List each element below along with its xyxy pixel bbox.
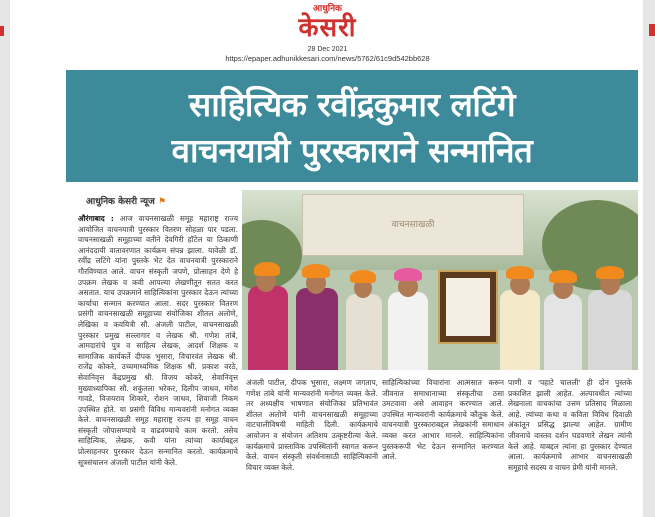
article-column-2: [246, 378, 378, 517]
turban-shape: [394, 268, 422, 281]
person-figure: [588, 290, 632, 370]
person-figure: [248, 286, 288, 370]
person-figure: [296, 288, 338, 370]
right-frame: [643, 0, 655, 517]
person-figure: [388, 292, 428, 370]
newspaper-logo[interactable]: केसरी: [298, 13, 357, 43]
byline-text: आधुनिक केसरी न्यूज: [86, 197, 155, 207]
article-column-1-text: आज वाचनसाखळी समूह महाराष्ट्र राज्य आयोजित वाचनयात्री पुरस्कार वितरण सोहळा पार पडला. वाचनसाखळी समूहाच्या वतीने देवगिरी हॉटेल या ठिकाणी आनंददायी वातावरणात कार्यक्रम संपन्न झाला. यावेळी डॉ. रवींद्र लटिंगे यांना पुस्तके भेट देत वाचनयात्री पुरस्काराने गौरविण्यात आले. वाचन संस्कृती जपणे, प्रोत्साहन देणे हे उपक्रम लेखक व कवी आपल्या लेखणीतून सतत करत असतात. याच उपक्रमाने साहित्यिकांना पुरस्कार देऊन त्यांच्या कार्याचा सन्मान करण्यात आला. सदर पुरस्कार वितरण प्रसंगी वाचनसाखळी समूहाच्या संयोजिका शीतल अलोणे, लेखिका व कवयित्री सौ. अंजली पाटील, वाचनसाखळी पुरस्कार प्रमुख सल्लागार व लेखक श्री. गणेश तांबे, आमदारांचे पुत्र व साहित्य लेखक, आदर्श शिक्षक व सामाजिक कार्यकर्ते दीपक भुसारा, विचारवंत लेखक श्री. राजेंद्र कोकरे, उच्चमाध्यमिक शिक्षक श्री. प्रकाश वरठे, सेवानिवृत्त केंद्रप्रमुख श्री. विजय कोकरे, सेवानिवृत्त मुख्याध्यापिका सौ. शकुंतला भरेकर, दिलीप जाधव, मंगेश गावडे, विजयराव शिकारे, रोशन जाधव, शिवाजी निकम उपस्थित होते. या प्रसंगी विविध मान्यवरांनी मनोगत व्यक्त केले. वाचनसाखळी समूह महाराष्ट्र राज्य हा समूह वाचन संस्कृती जोपासण्याचे व वाढवण्याचे काम करतो. तसेच साहित्यिक, लेखक, कवी यांना त्यांच्या कार्याबद्दल प्रोत्साहनपर पुरस्कार देऊन सन्मानित करतो. कार्यक्रमाचे सूत्रसंचालन अंजली पाटील यांनी केले.: [78, 214, 238, 467]
logo-subtitle: आधुनिक: [313, 4, 342, 14]
source-url[interactable]: https://epaper.adhunikkesari.com/news/5762/61c9d542bb628: [225, 54, 430, 63]
backdrop-banner-text: वाचनसाखळी: [391, 220, 435, 230]
award-certificate: [446, 278, 490, 336]
headline-line-1: साहित्यिक रवींद्रकुमार लटिंगे: [188, 85, 516, 124]
turban-shape: [302, 264, 330, 278]
turban-shape: [506, 266, 534, 279]
dateline: औरंगाबाद :: [78, 214, 114, 223]
article-column-3: [382, 378, 504, 517]
turban-shape: [549, 270, 577, 283]
backdrop-banner: [302, 194, 524, 256]
byline: [86, 194, 166, 207]
masthead: [0, 4, 655, 64]
turban-shape: [596, 266, 624, 279]
left-frame: [0, 0, 10, 517]
article-column-4: [508, 378, 632, 517]
article-column-1: [78, 214, 238, 517]
flag-icon: ⚑: [157, 197, 167, 207]
event-photo: [242, 190, 638, 370]
article-column-3-text: साहित्यिकांच्या विचारांना आत्मसात करून जीवनात समाधानाच्या संस्कृतीचा ठसा उमटवावा असे आवाहन करण्यात आले. उपस्थित मान्यवरांनी कार्यक्रमाचे कौतुक केले. वाचनयात्री पुरस्काराबद्दल लेखकांनी समाधान व्यक्त करत आभार मानले. साहित्यिकांना पुस्तकरूपी भेट देऊन सन्मानित करण्यात आले.: [382, 378, 504, 462]
turban-shape: [254, 262, 280, 276]
person-figure: [544, 294, 582, 370]
article-column-2-text: अंजली पाटील, दीपक भुसारा, लक्ष्मण जगताप, गणेश तांबे यांनी मान्यवरांनी मनोगत व्यक्त केले. तर अध्यक्षीय भाषणात संयोजिका प्रतिभावंत शीतल अलोणे यांनी वाचनसाखळी समूहाच्या वाटचालीविषयी माहिती दिली. कार्यक्रमाचे आयोजन व संयोजन अतिशय उत्कृष्टरीत्या केले. कार्यक्रमाचे प्रास्ताविक उपस्थितांनी स्वागत करून केले. वाचन संस्कृती संवर्धनासाठी साहित्यिकांनी विचार व्यक्त केले.: [246, 378, 378, 472]
headline-line-2: वाचनयात्री पुरस्काराने सन्मानित: [171, 131, 533, 170]
person-figure: [346, 294, 382, 370]
turban-shape: [350, 270, 376, 283]
publication-date: 28 Dec 2021: [307, 46, 348, 53]
award-certificate-frame: [438, 270, 498, 344]
news-clipping: [66, 70, 638, 517]
person-figure: [500, 290, 540, 370]
headline-banner: [66, 70, 638, 182]
article-column-4-text: पाणी व 'पहाटे चालली' ही दोन पुस्तके प्रकाशित झाली आहेत. अल्पावधीत त्यांच्या लेखनाला वाचकांचा उत्तम प्रतिसाद मिळाला आहे. त्यांच्या कथा व कविता विविध दिवाळी अंकांतून प्रसिद्ध झाल्या आहेत. ग्रामीण जीवनाचे वास्तव दर्शन घडवणारे लेखन त्यांनी केले आहे. याबद्दल त्यांना हा पुरस्कार देण्यात आला. कार्यक्रमाचे आभार वाचनसाखळी समूहाचे सदस्य व वाचन प्रेमी यांनी मानले.: [508, 378, 632, 472]
